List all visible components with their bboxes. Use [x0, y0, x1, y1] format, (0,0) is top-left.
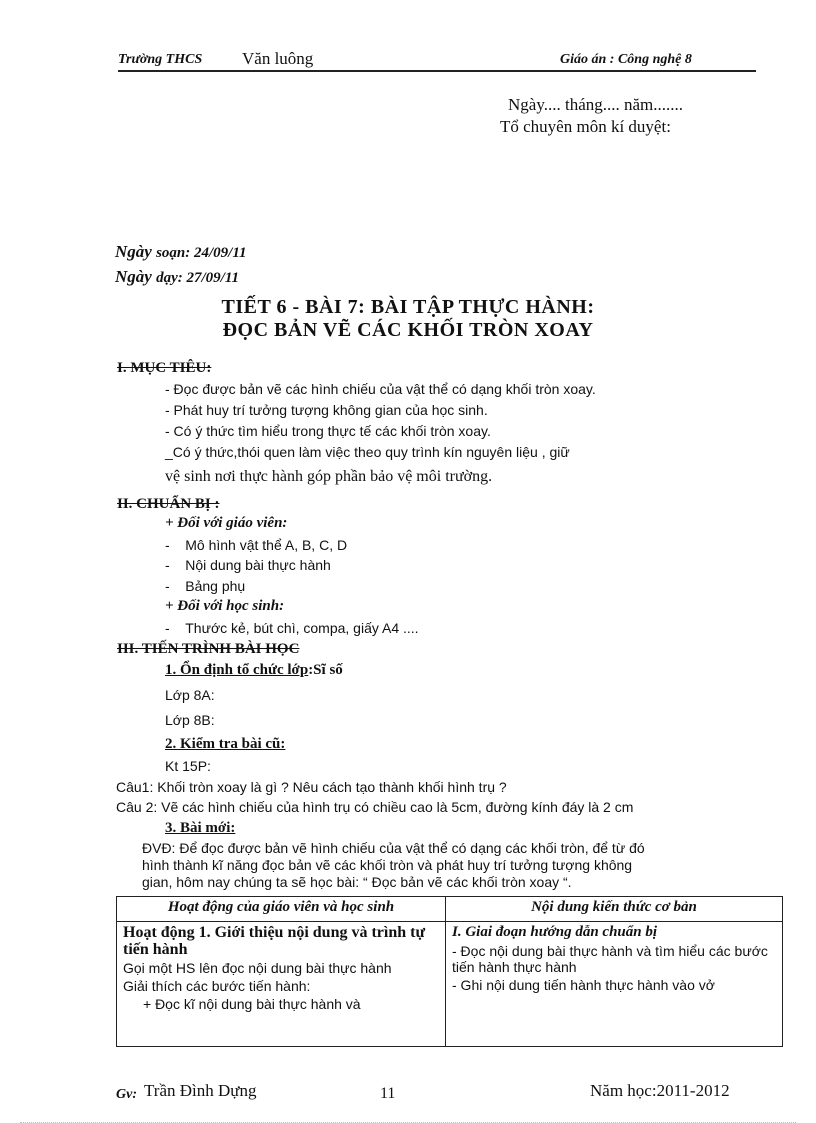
step-1-label: 1. Ổn định tổ chức lớp [165, 662, 309, 678]
teacher-item-text: Mô hình vật thể A, B, C, D [185, 537, 348, 553]
step-1-suffix: :Sĩ số [308, 662, 343, 678]
objective-3: - Có ý thức tìm hiểu trong thực tế các khối tròn xoay. [165, 423, 491, 439]
activity-p3: + Đọc kĩ nội dung bài thực hành và [143, 996, 361, 1012]
approval-approver: Tổ chuyên môn kí duyệt: [500, 117, 671, 136]
header-school: Trường THCS [118, 52, 203, 67]
content-p1: - Đọc nội dung bài thực hành và tìm hiểu các bước tiến hành thực hành [452, 943, 768, 975]
quiz-label: Kt 15P: [165, 758, 211, 774]
intro-line-1: ĐVĐ: Để đọc được bản vẽ hình chiếu của vật thể có dạng các khối tròn, để từ đó [142, 840, 645, 856]
intro-line-2: hình thành kĩ năng đọc bản vẽ các khối tròn và phát huy trí tưởng tượng không [142, 857, 633, 873]
footer-gv-label: Gv: [116, 1087, 137, 1102]
approval-date: Ngày.... tháng.... năm....... [508, 95, 684, 114]
teacher-item-text: Nội dung bài thực hành [185, 557, 331, 573]
section-preparation-heading: II. CHUẨN BỊ : [117, 496, 220, 512]
date-prepared-value: soạn: 24/09/11 [156, 245, 247, 261]
date-prepared [115, 242, 247, 262]
header-plan: Giáo án : Công nghệ 8 [560, 52, 692, 67]
content-p2: - Ghi nội dung tiến hành thực hành vào vở [452, 977, 715, 993]
footer-page-number: 11 [380, 1085, 396, 1102]
objective-1: - Đọc được bản vẽ các hình chiếu của vật thể có dạng khối tròn xoay. [165, 381, 596, 397]
teacher-item: - Bảng phụ [165, 578, 246, 594]
objective-5: vệ sinh nơi thực hành góp phần bảo vệ môi trường. [165, 468, 493, 485]
teacher-label: + Đối với giáo viên: [165, 515, 288, 531]
table-col-content: Nội dung kiến thức cơ bản [446, 897, 783, 922]
table-cell-activities [117, 922, 446, 1047]
date-prepared-label: Ngày [115, 242, 152, 261]
activity-heading: Hoạt động 1. Giới thiệu nội dung và trình tự tiến hành [123, 924, 426, 958]
objective-2: - Phát huy trí tưởng tượng không gian của học sinh. [165, 402, 488, 418]
content-heading: I. Giai đoạn hướng dẫn chuẩn bị [452, 924, 658, 940]
student-item: - Thước kẻ, bút chì, compa, giấy A4 .... [165, 620, 419, 636]
intro-line-3: gian, hôm nay chúng ta sẽ học bài: “ Đọc bản vẽ các khối tròn xoay “. [142, 874, 572, 890]
activity-p1: Gọi một HS lên đọc nội dung bài thực hành [123, 960, 392, 976]
quiz-question-1: Câu1: Khối tròn xoay là gì ? Nêu cách tạo thành khối hình trụ ? [116, 779, 507, 795]
objective-4: _Có ý thức,thói quen làm việc theo quy trình kín nguyên liệu , giữ [165, 444, 570, 460]
lesson-title-line2: ĐỌC BẢN VẼ CÁC KHỐI TRÒN XOAY [222, 319, 594, 341]
lesson-title-line1: TIẾT 6 - BÀI 7: BÀI TẬP THỰC HÀNH: [221, 296, 595, 318]
quiz-question-2: Câu 2: Vẽ các hình chiếu của hình trụ có chiều cao là 5cm, đường kính đáy là 2 cm [116, 799, 634, 815]
date-taught-label: Ngày [115, 267, 152, 286]
lesson-table [116, 896, 783, 1047]
teacher-item-text: Bảng phụ [185, 578, 246, 594]
student-item-text: Thước kẻ, bút chì, compa, giấy A4 .... [185, 620, 419, 636]
class-8a: Lớp 8A: [165, 687, 215, 703]
teacher-item: - Nội dung bài thực hành [165, 557, 331, 573]
section-process-heading: III. TIẾN TRÌNH BÀI HỌC [117, 641, 300, 657]
teacher-item: - Mô hình vật thể A, B, C, D [165, 537, 348, 553]
step-2: 2. Kiểm tra bài cũ: [165, 736, 286, 752]
table-cell-content [446, 922, 783, 1047]
class-8b: Lớp 8B: [165, 712, 215, 728]
step-3: 3. Bài mới: [165, 820, 236, 836]
activity-p2: Giải thích các bước tiến hành: [123, 978, 311, 994]
footer-school-year: Năm học:2011-2012 [590, 1081, 730, 1100]
date-taught-value: dạy: 27/09/11 [156, 270, 239, 286]
step-1 [165, 662, 343, 679]
student-label: + Đối với học sinh: [165, 598, 285, 614]
header-school-name: Văn luông [242, 49, 314, 68]
section-objectives-heading: I. MỤC TIÊU: [117, 360, 212, 376]
header-rule [118, 70, 756, 72]
date-taught [115, 267, 239, 287]
footer-teacher: Trần Đình Dựng [144, 1081, 257, 1100]
table-col-activities: Hoạt động của giáo viên và học sinh [117, 897, 446, 922]
